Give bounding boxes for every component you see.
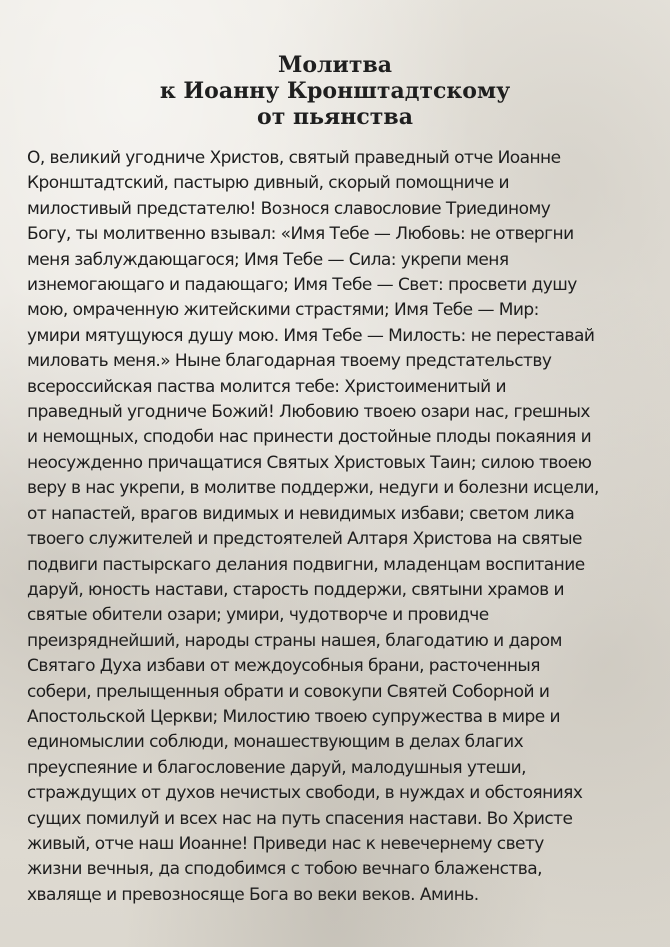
prayer-line: сущих помилуй и всех нас на путь спасения настави. Во Христе	[27, 808, 573, 829]
title-line: от пьянства	[257, 104, 413, 130]
prayer-line: умири мятущуюся душу мою. Имя Тебе — Милость: не переставай	[27, 325, 595, 346]
prayer-line: хваляще и превозносяще Бога во веки веков. Аминь.	[27, 884, 479, 905]
prayer-line: жизни вечныя, да сподобимся с тобою вечнаго блаженства,	[27, 859, 542, 880]
prayer-line: Святаго Духа избави от междоусобныя брани, расточенныя	[27, 656, 540, 677]
prayer-line: О, великий угодниче Христов, святый праведный отче Иоанне	[27, 148, 561, 168]
prayer-line: изнемогающаго и падающаго; Имя Тебе — Свет: просвети душу	[27, 275, 577, 296]
prayer-line: от напастей, врагов видимых и невидимых избави; светом лика	[27, 503, 575, 524]
prayer-line: меня заблуждающагося; Имя Тебе — Сила: укрепи меня	[27, 249, 509, 270]
prayer-line: святые обители озари; умири, чудотворче и провидче	[27, 605, 489, 626]
prayer-line: собери, прелыщенныя обрати и совокупи Святей Соборной и	[27, 681, 550, 702]
prayer-line: миловать меня.» Ныне благодарная твоему предстательству	[27, 351, 552, 372]
prayer-line: неосужденно причащатися Святых Христовых Таин; силою твоею	[27, 452, 592, 473]
title-line: к Иоанну Кронштадтскому	[159, 78, 511, 104]
prayer-line: и немощных, сподоби нас принести достойные плоды покаяния и	[27, 427, 592, 448]
prayer-line: всероссийская паства молится тебе: Христоименитый и	[27, 376, 506, 397]
prayer-line: милостивый предстателю! Вознося славословие Триединому	[27, 198, 551, 219]
prayer-text	[27, 146, 657, 908]
prayer-line: веру в нас укрепи, в молитве поддержи, недуги и болезни исцели,	[27, 478, 599, 499]
prayer-line: подвиги пастырскаго делания подвигни, младенцам воспитание	[27, 554, 585, 575]
prayer-line: праведный угодниче Божий! Любовию твоею озари нас, грешных	[27, 402, 590, 423]
prayer-line: преизряднейший, народы страны нашея, благодатию и даром	[27, 630, 562, 651]
prayer-line: Апостольской Церкви; Милостию твоею супружества в мире и	[27, 706, 560, 727]
prayer-line: Богу, ты молитвенно взывал: «Имя Тебе — Любовь: не отвергни	[27, 224, 574, 245]
prayer-line: единомыслии соблюди, монашествующим в делах благих	[27, 732, 524, 753]
prayer-line: Кронштадтский, пастырю дивный, скорый помощниче и	[27, 173, 509, 194]
prayer-line: твоего служителей и предстоятелей Алтаря Христова на святые	[27, 529, 582, 550]
prayer-line: преуспеяние и благословение даруй, малодушныя утеши,	[27, 757, 527, 778]
prayer-line: живый, отче наш Иоанне! Приведи нас к невечернему свету	[27, 833, 544, 854]
title-line: Молитва	[277, 52, 393, 78]
page-title	[0, 52, 670, 130]
prayer-line: мою, омраченную житейскими страстями; Имя Тебе — Мир:	[27, 300, 539, 321]
prayer-line: даруй, юность настави, старость поддержи, святыни храмов и	[27, 579, 564, 600]
prayer-line: страждущих от духов нечистых свободи, в нуждах и обстояниях	[27, 783, 583, 804]
